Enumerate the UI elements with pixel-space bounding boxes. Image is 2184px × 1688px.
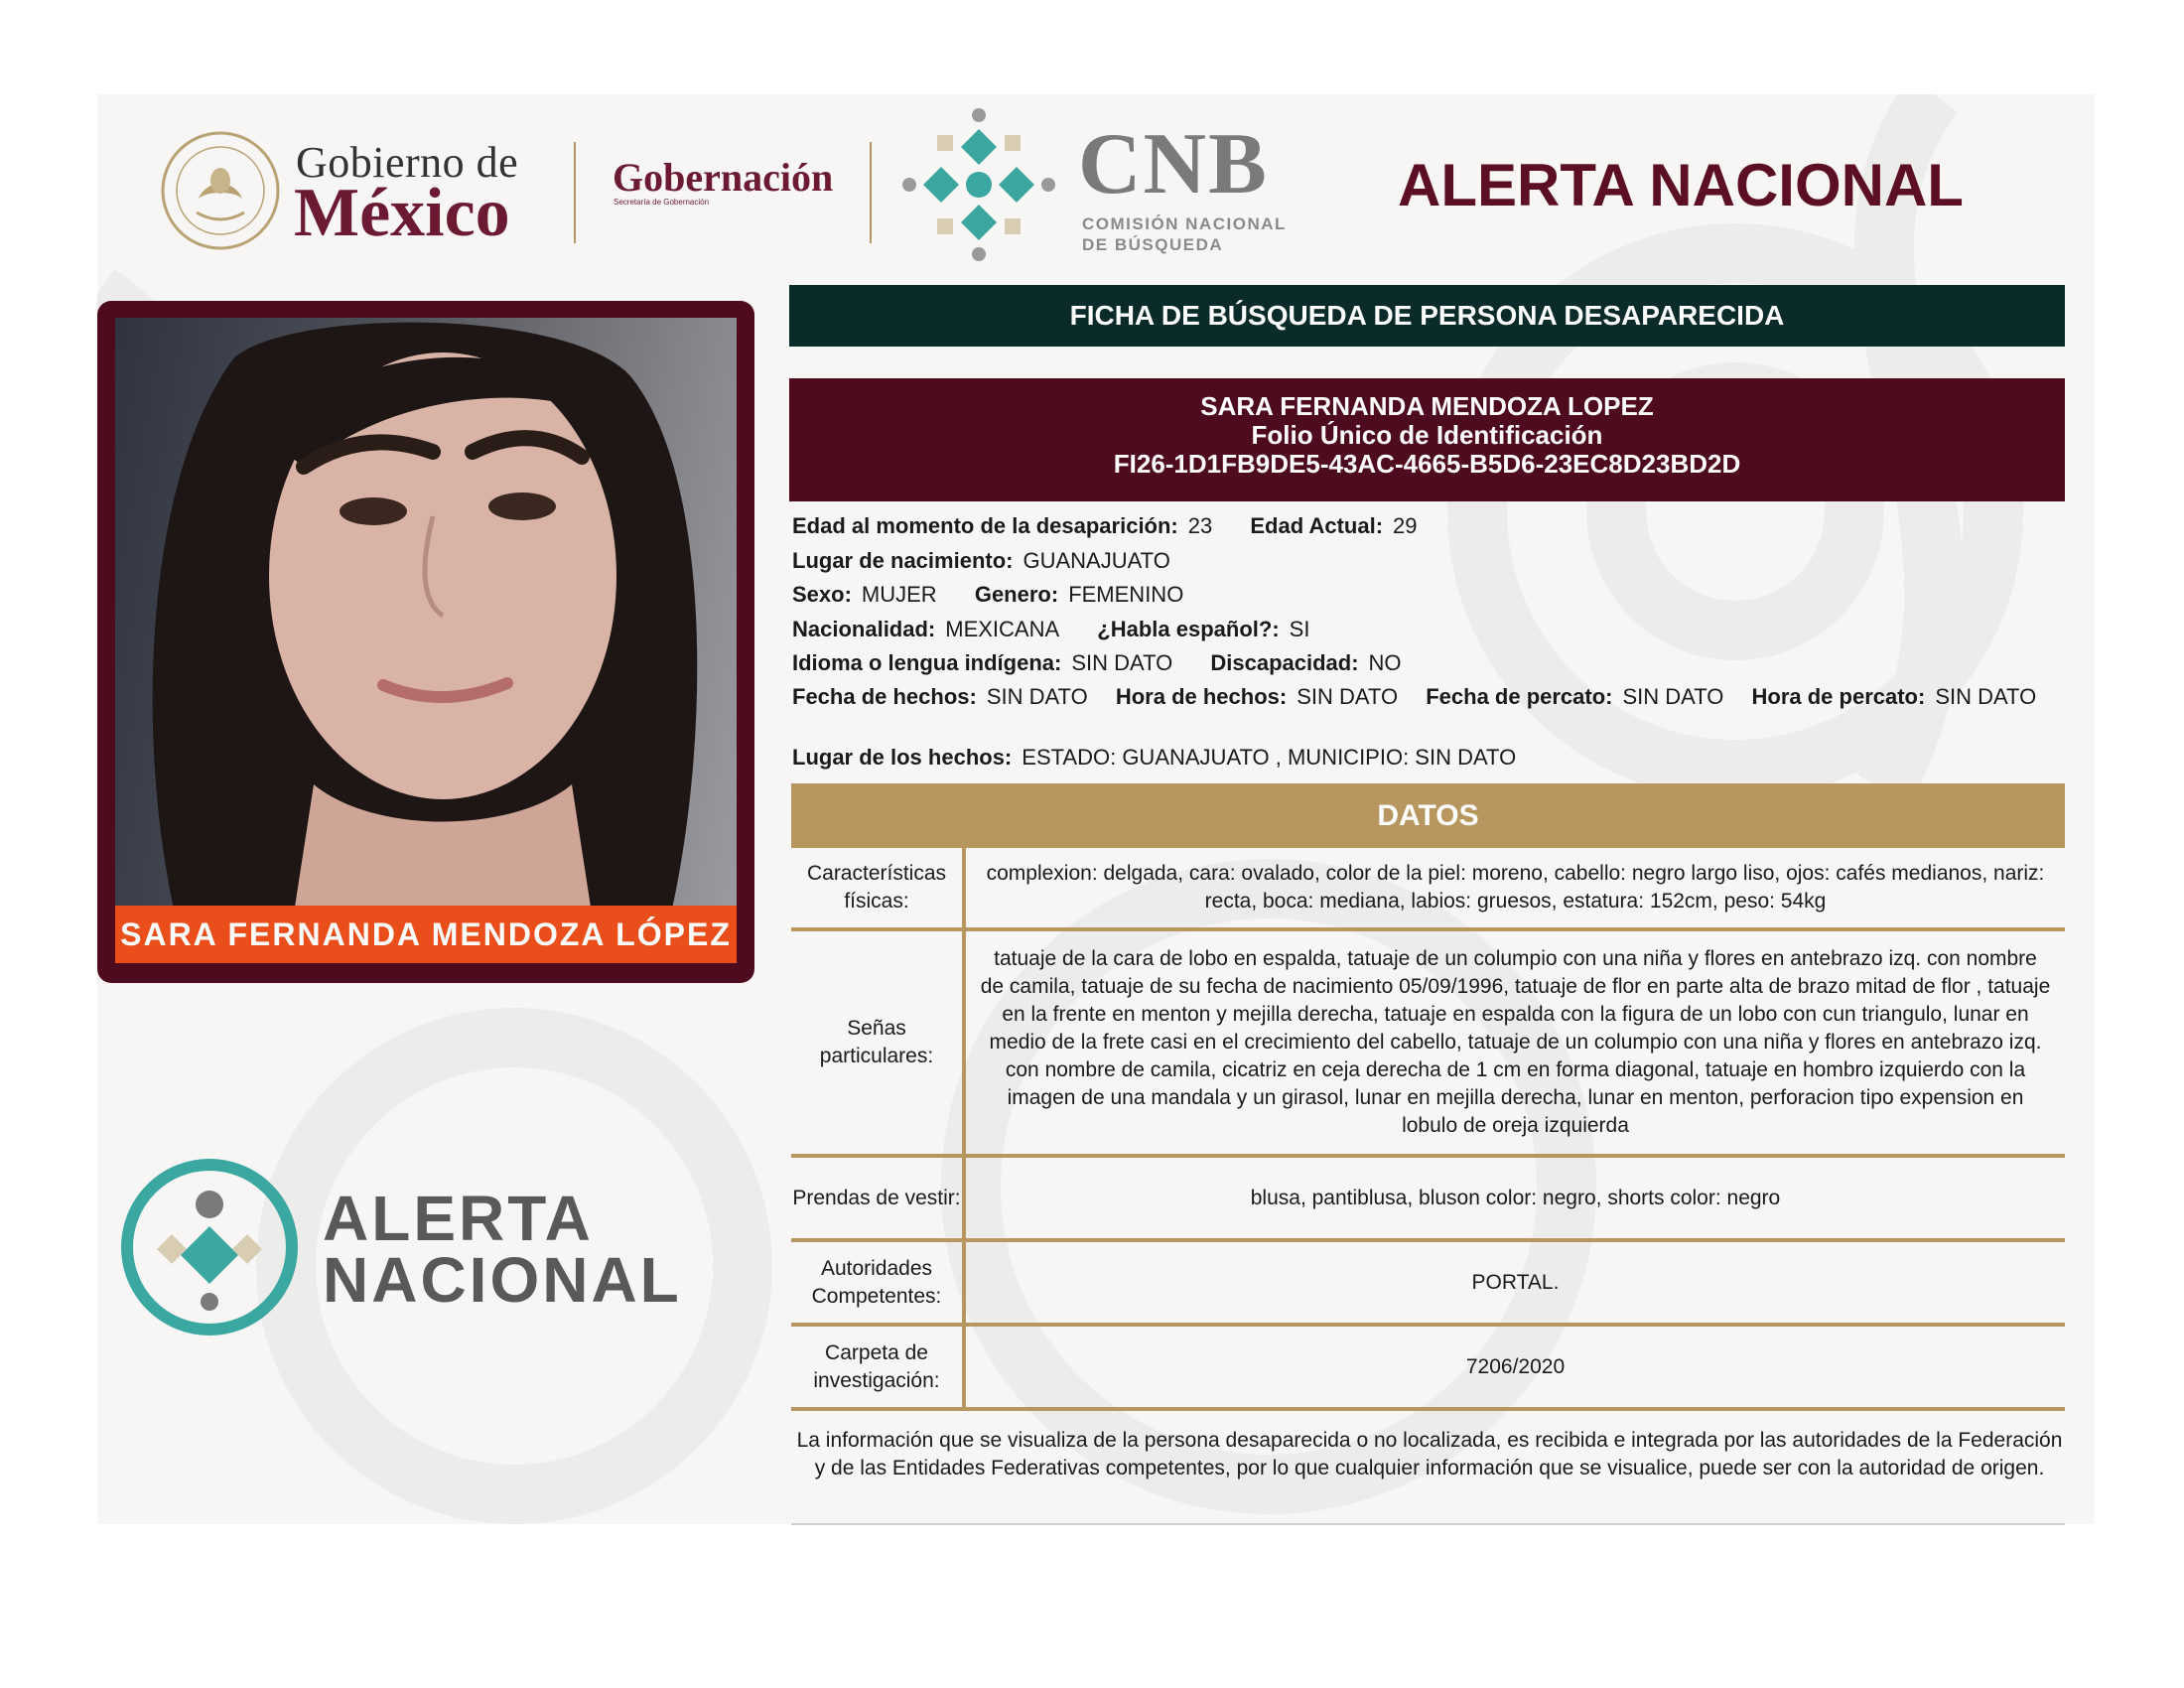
gobernacion-logo-text: Gobernación [613, 155, 834, 200]
field-label: ¿Habla español?: [1097, 616, 1280, 641]
header-divider [870, 142, 872, 243]
table-row [791, 848, 2065, 931]
field-value: SIN DATO [1297, 683, 1399, 709]
field-label: Genero: [974, 582, 1059, 607]
alerta-logo-line1: ALERTA [323, 1183, 594, 1254]
alerta-nacional-logo-text [323, 1183, 682, 1316]
alerta-nacional-title: ALERTA NACIONAL [1398, 152, 1964, 218]
folio-id: FI26-1D1FB9DE5-43AC-4665-B5D6-23EC8D23BD2D [1113, 449, 1741, 479]
field-value: GUANAJUATO [1023, 547, 1170, 573]
folio-label: Folio Único de Identificación [1251, 420, 1603, 450]
person-name: SARA FERNANDA MENDOZA LOPEZ [1200, 391, 1654, 421]
alerta-nacional-logo-icon [117, 1155, 302, 1339]
field-label: Hora de hechos: [1115, 683, 1288, 709]
row-label: Características físicas: [791, 848, 966, 927]
disclaimer-text: La información que se visualiza de la persona desaparecida o no localizada, es recibida e integrada por las autoridades de la Federación y de las Entidades Federativas competentes, por lo que cualquier información que se visualice, puede ser con la autoridad de origen. [796, 1429, 2063, 1479]
portrait-illustration [115, 318, 737, 914]
cnb-wordmark: CNB [1078, 116, 1269, 212]
row-value: 7206/2020 [1465, 1354, 1566, 1378]
name-bar [789, 378, 2065, 501]
row-value: blusa, pantiblusa, bluson color: negro, shorts color: negro [1250, 1186, 1781, 1209]
field-value: FEMENINO [1068, 582, 1184, 607]
field-label: Hora de percato: [1751, 683, 1926, 709]
gobierno-de-logo-text: Gobierno de [296, 138, 519, 187]
cnb-logo-icon [901, 105, 1056, 264]
header-divider [574, 142, 576, 243]
table-row [791, 1158, 2065, 1242]
row-label: Señas particulares: [791, 931, 966, 1154]
field-row [792, 743, 2063, 777]
person-photo [115, 318, 737, 914]
datos-section-bar: DATOS [791, 783, 2065, 848]
coat-of-arms-seal [159, 129, 282, 252]
field-value: MEXICANA [945, 616, 1060, 641]
field-label: Fecha de hechos: [792, 683, 977, 709]
mexico-logo-text: México [294, 175, 510, 251]
cnb-subtitle-line1: COMISIÓN NACIONAL [1082, 214, 1287, 233]
ficha-title-bar: FICHA DE BÚSQUEDA DE PERSONA DESAPARECIDA [789, 285, 2065, 347]
gobernacion-subtitle: Secretaría de Gobernación [614, 198, 710, 207]
field-value: SIN DATO [1935, 683, 2037, 709]
field-value: SIN DATO [986, 683, 1088, 709]
table-row [791, 1327, 2065, 1411]
photo-caption: SARA FERNANDA MENDOZA LÓPEZ [120, 916, 732, 952]
field-value: 29 [1393, 513, 1418, 538]
footer-rule [791, 1523, 2065, 1525]
person-fields [792, 511, 2063, 776]
field-value: NO [1368, 650, 1402, 675]
field-row [792, 683, 2063, 743]
field-label: Sexo: [792, 582, 852, 607]
field-label: Discapacidad: [1210, 650, 1359, 675]
field-row [792, 511, 2063, 546]
field-value: ESTADO: GUANAJUATO , MUNICIPIO: SIN DATO [1022, 744, 1517, 770]
field-value: SI [1289, 616, 1310, 641]
field-row [792, 648, 2063, 683]
field-label: Fecha de percato: [1426, 683, 1613, 709]
field-value: MUJER [861, 582, 937, 607]
field-label: Nacionalidad: [792, 616, 936, 641]
table-row [791, 1242, 2065, 1327]
field-label: Idioma o lengua indígena: [792, 650, 1062, 675]
cnb-subtitle-line2: DE BÚSQUEDA [1082, 235, 1224, 254]
field-row [792, 546, 2063, 581]
table-row [791, 931, 2065, 1158]
field-value: 23 [1187, 513, 1213, 538]
row-value: tatuaje de la cara de lobo en espalda, tatuaje de un columpio con una niña y flores en antebrazo izq. con nombre de camila, tatuaje de su fecha de nacimiento 05/09/1996, tatuaje de flor en parte alta de brazo mitad de flor , tatuaje en la frente en menton y mejilla derecha, tatuaje en espalda con la figura de un lobo con cun triangulo, lunar en medio de la frete casi en el crecimiento del cabello, tatuaje de un columpio con una niña y flores en antebrazo izq. con nombre de camila, cicatriz en ceja derecha de 1 cm en forma diagonal, tatuaje en hombro izquierdo con la imagen de una mandala y un girasol, lunar en mejilla derecha, lunar en menton, perforacion tipo expension en lobulo de oreja izquierda [980, 947, 2051, 1137]
field-label: Edad Actual: [1250, 513, 1384, 538]
field-row [792, 615, 2063, 649]
alerta-logo-line2: NACIONAL [323, 1244, 682, 1316]
field-label: Edad al momento de la desaparición: [792, 513, 1178, 538]
row-value: complexion: delgada, cara: ovalado, color de la piel: moreno, cabello: negro largo liso, ojos: cafés medianos, nariz: recta, boca: mediana, labios: gruesos, estatura: 152cm, peso: 54kg [986, 862, 2045, 913]
field-label: Lugar de los hechos: [792, 744, 1013, 770]
datos-table [791, 848, 2065, 1411]
row-label: Prendas de vestir: [791, 1158, 966, 1238]
row-label: Autoridades Competentes: [791, 1242, 966, 1323]
row-label: Carpeta de investigación: [791, 1327, 966, 1407]
cnb-subtitle [1082, 213, 1287, 255]
field-value: SIN DATO [1622, 683, 1724, 709]
field-row [792, 580, 2063, 615]
field-label: Lugar de nacimiento: [792, 547, 1014, 573]
field-value: SIN DATO [1071, 650, 1173, 675]
row-value: PORTAL. [1471, 1270, 1560, 1294]
